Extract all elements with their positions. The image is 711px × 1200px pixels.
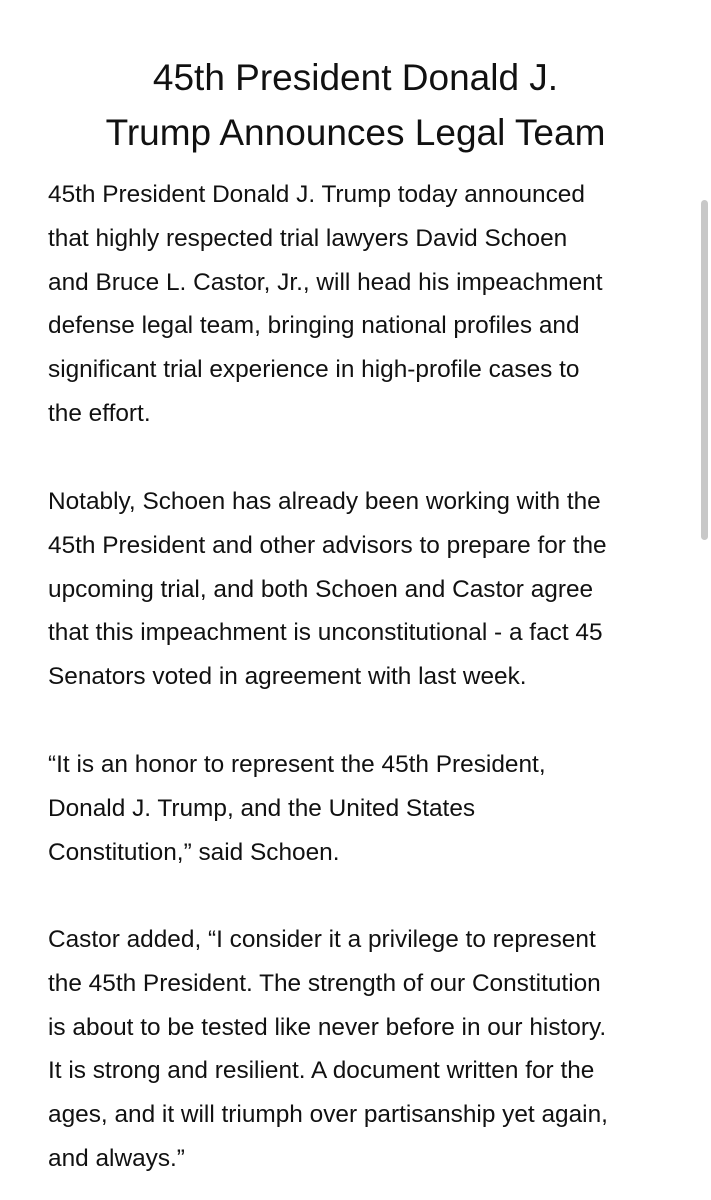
text-line: the 45th President. The strength of our Constitution [48, 969, 601, 997]
text-line: and always.” [48, 1144, 185, 1172]
text-line: significant trial experience in high-profile cases to [48, 356, 580, 384]
paragraph-schoen-work [48, 480, 688, 699]
text-line: that this impeachment is unconstitutional - a fact 45 [48, 619, 603, 647]
text-line: It is strong and resilient. A document written for the [48, 1057, 595, 1085]
text-line: “It is an honor to represent the 45th President, [48, 751, 546, 778]
text-line: 45th President Donald J. Trump today announced [48, 181, 585, 208]
text-line: Constitution,” said Schoen. [48, 838, 340, 866]
scrollbar-thumb[interactable] [701, 200, 708, 540]
paragraph-announcement [48, 173, 688, 436]
text-line: is about to be tested like never before in our history. [48, 1013, 607, 1041]
text-line: Donald J. Trump, and the United States [48, 794, 476, 822]
text-line: defense legal team, bringing national profiles and [48, 312, 580, 340]
text-line: Notably, Schoen has already been working with the [48, 488, 601, 515]
title-line-1: 45th President Donald J. [152, 57, 559, 98]
text-line: Castor added, “I consider it a privilege to represent [48, 926, 596, 953]
text-line: that highly respected trial lawyers David Schoen [48, 224, 568, 252]
text-line: the effort. [48, 399, 151, 427]
text-line: and Bruce L. Castor, Jr., will head his impeachment [48, 268, 603, 296]
paragraph-castor-quote [48, 918, 688, 1181]
title-line-2: Trump Announces Legal Team [105, 112, 606, 153]
text-line: ages, and it will triumph over partisanship yet again, [48, 1101, 608, 1129]
text-line: upcoming trial, and both Schoen and Castor agree [48, 575, 594, 603]
paragraph-schoen-quote [48, 743, 688, 874]
text-line: 45th President and other advisors to prepare for the [48, 531, 607, 559]
text-line: Senators voted in agreement with last week. [48, 663, 527, 691]
page-title [0, 50, 711, 160]
